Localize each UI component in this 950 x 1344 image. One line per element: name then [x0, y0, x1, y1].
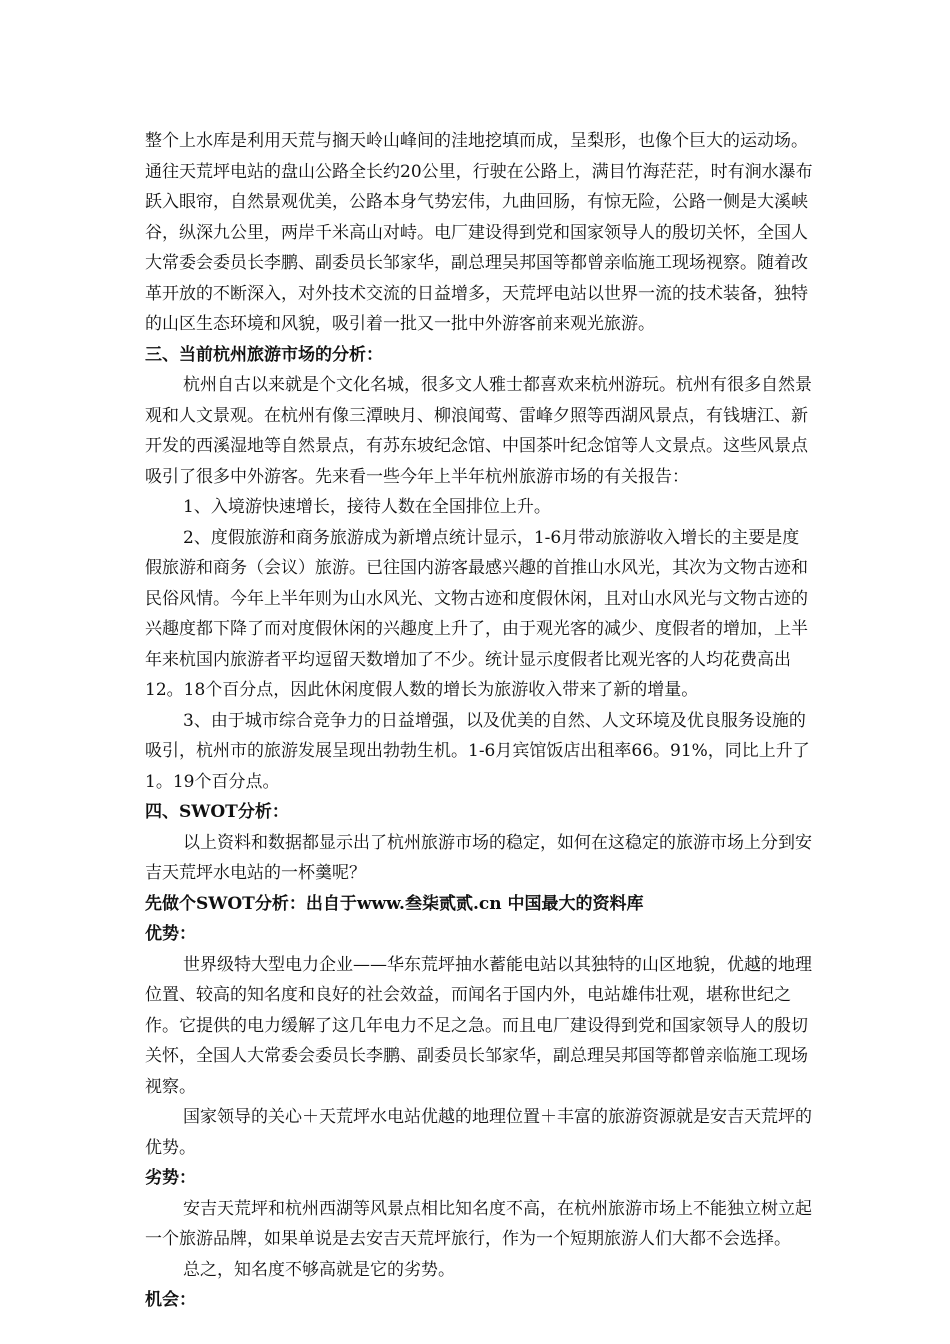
paragraph-weaknesses: 安吉天荒坪和杭州西湖等风景点相比知名度不高，在杭州旅游市场上不能独立树立起一个旅游品牌，如果单说是去安吉天荒坪旅行，作为一个短期旅游人们大都不会选择。	[145, 1198, 812, 1249]
paragraph-upper-reservoir: 整个上水库是利用天荒与搁天岭山峰间的洼地挖填而成，呈梨形，也像个巨大的运动场。通往天荒坪电站的盘山公路全长约20公里，行驶在公路上，满目竹海茫茫，时有涧水瀑布跃入眼帘，自然景观优美，公路本身气势宏伟，九曲回肠，有惊无险，公路一侧是大溪峡谷，纵深九公里，两岸千米高山对峙。电厂建设得到党和国家领导人的殷切关怀，全国人大常委会委员长李鹏、副委员长邹家华，副总理吴邦国等都曾亲临施工现场视察。随着改革开放的不断深入，对外技术交流的日益增多，天荒坪电站以世界一流的技术装备，独特的山区生态环境和风貌，吸引着一批又一批中外游客前来观光旅游。	[145, 131, 813, 334]
paragraph-swot-intro: 以上资料和数据都显示出了杭州旅游市场的稳定，如何在这稳定的旅游市场上分到安吉天荒坪水电站的一杯羹呢？	[145, 832, 812, 883]
paragraph-strengths: 世界级特大型电力企业——华东荒坪抽水蓄能电站以其独特的山区地貌，优越的地理位置、较高的知名度和良好的社会效益，而闻名于国内外，电站雄伟壮观，堪称世纪之作。它提供的电力缓解了这几年电力不足之急。而且电厂建设得到党和国家领导人的殷切关怀，全国人大常委会委员长李鹏、副委员长邹家华，副总理吴邦国等都曾亲临施工现场视察。	[145, 954, 812, 1097]
subheading-opportunities: 机会：	[145, 1290, 196, 1310]
document-page	[145, 126, 815, 1316]
paragraph-item-2: 2、度假旅游和商务旅游成为新增点统计显示，1-6月带动旅游收入增长的主要是度假旅游和商务（会议）旅游。已往国内游客最感兴趣的首推山水风光，其次为文物古迹和民俗风情。今年上半年则为山水风光、文物古迹和度假休闲，且对山水风光与文物古迹的兴趣度都下降了而对度假休闲的兴趣度上升了，由于观光客的减少、度假者的增加，上半年来杭国内旅游者平均逗留天数增加了不少。统计显示度假者比观光客的人均花费高出12。18个百分点，因此休闲度假人数的增长为旅游收入带来了新的增量。	[145, 527, 808, 700]
subheading-swot-source: 先做个SWOT分析：出自于www.叁柒贰贰.cn 中国最大的资料库	[145, 893, 644, 914]
paragraph-hangzhou-intro: 杭州自古以来就是个文化名城，很多文人雅士都喜欢来杭州游玩。杭州有很多自然景观和人文景观。在杭州有像三潭映月、柳浪闻莺、雷峰夕照等西湖风景点，有钱塘江、新开发的西溪湿地等自然景点，有苏东坡纪念馆、中国茶叶纪念馆等人文景点。这些风景点吸引了很多中外游客。先来看一些今年上半年杭州旅游市场的有关报告：	[145, 375, 812, 487]
paragraph-item-1: 1、入境游快速增长，接待人数在全国排位上升。	[183, 497, 551, 517]
heading-section-3: 三、当前杭州旅游市场的分析：	[145, 344, 383, 365]
paragraph-strengths-summary: 国家领导的关心＋天荒坪水电站优越的地理位置＋丰富的旅游资源就是安吉天荒坪的优势。	[145, 1107, 812, 1158]
paragraph-item-3: 3、由于城市综合竞争力的日益增强，以及优美的自然、人文环境及优良服务设施的吸引，杭州市的旅游发展呈现出勃勃生机。1-6月宾馆饭店出租率66。91%，同比上升了1。19个百分点。	[145, 710, 810, 792]
paragraph-weaknesses-summary: 总之，知名度不够高就是它的劣势。	[183, 1259, 455, 1280]
heading-section-4: 四、SWOT分析：	[145, 802, 289, 822]
subheading-strengths: 优势：	[145, 924, 196, 944]
subheading-weaknesses: 劣势：	[145, 1168, 196, 1188]
